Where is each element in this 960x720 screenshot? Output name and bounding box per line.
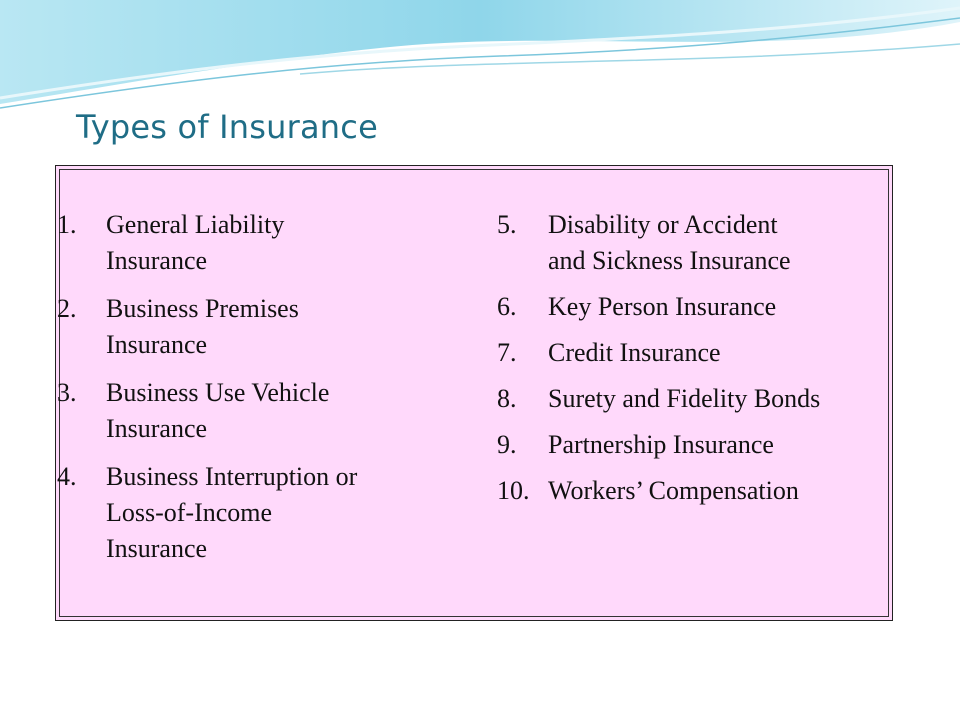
list-item-text: Partnership Insurance (548, 430, 774, 459)
list-item (57, 459, 467, 567)
insurance-list-right (497, 207, 917, 519)
list-item (57, 207, 467, 279)
slide-title: Types of Insurance (76, 108, 378, 146)
list-item-number: 5. (497, 210, 517, 239)
list-item-text: Surety and Fidelity Bonds (548, 384, 821, 413)
list-item (57, 291, 467, 363)
list-item-number: 9. (497, 430, 517, 459)
list-item-number: 3. (57, 378, 77, 407)
list-item-text: Business Use Vehicle Insurance (106, 378, 330, 443)
list-item-number: 1. (57, 210, 77, 239)
list-item-text: Business Interruption or Loss-of-Income Insurance (106, 462, 358, 563)
list-item-text: Workers’ Compensation (548, 476, 799, 505)
insurance-list-left (57, 207, 467, 579)
list-item-number: 7. (497, 338, 517, 367)
list-item-number: 6. (497, 292, 517, 321)
list-item-number: 8. (497, 384, 517, 413)
list-item (57, 375, 467, 447)
list-item-number: 2. (57, 294, 77, 323)
list-item-text: Credit Insurance (548, 338, 721, 367)
list-item (497, 473, 917, 509)
list-item (497, 207, 917, 279)
list-item (497, 335, 917, 371)
list-item (497, 289, 917, 325)
list-item-text: General Liability Insurance (106, 210, 285, 275)
list-item-text: Business Premises Insurance (106, 294, 299, 359)
header-wave-decoration (0, 0, 960, 120)
list-item-text: Disability or Accident and Sickness Insurance (548, 210, 791, 275)
list-item (497, 427, 917, 463)
list-item (497, 381, 917, 417)
list-item-number: 10. (497, 476, 530, 505)
list-item-text: Key Person Insurance (548, 292, 777, 321)
list-item-number: 4. (57, 462, 77, 491)
